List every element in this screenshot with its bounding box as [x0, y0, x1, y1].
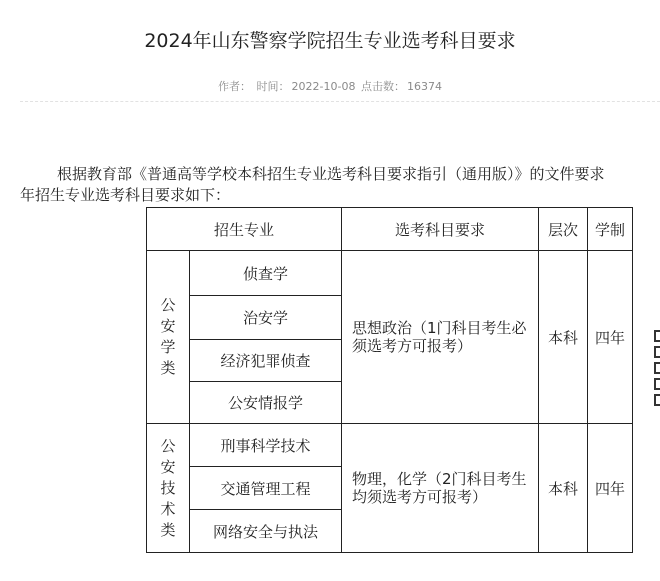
time-label: 时间： — [256, 80, 290, 93]
clicks-label: 点击数： — [360, 80, 405, 93]
duration-cell: 四年 — [588, 251, 633, 424]
table-header-row — [147, 208, 633, 251]
author-label: 作者： — [218, 80, 252, 93]
subject-requirement-cell: 思想政治（1门科目考生必须选考方可报考） — [342, 251, 539, 424]
table-row — [147, 251, 633, 296]
subject-requirement-cell: 物理，化学（2门科目考生均须选考方可报考） — [342, 424, 539, 553]
level-cell: 本科 — [539, 251, 588, 424]
level-cell: 本科 — [539, 424, 588, 553]
side-widget-edge[interactable] — [654, 330, 660, 410]
requirements-table — [146, 207, 633, 553]
duration-cell: 四年 — [588, 424, 633, 553]
header-major: 招生专业 — [147, 208, 342, 251]
category-cell-public-security-tech: 公 安 技 术 类 — [147, 424, 190, 553]
major-cell: 网络安全与执法 — [190, 510, 342, 553]
major-cell: 经济犯罪侦查 — [190, 340, 342, 382]
major-cell: 公安情报学 — [190, 382, 342, 424]
header-duration: 学制 — [588, 208, 633, 251]
header-level: 层次 — [539, 208, 588, 251]
article-meta — [0, 78, 660, 94]
intro-paragraph-line1: 根据教育部《普通高等学校本科招生专业选考科目要求指引（通用版）》的文件要求 — [57, 165, 605, 183]
intro-paragraph-line2: 年招生专业选考科目要求如下： — [20, 186, 231, 204]
meta-divider — [20, 101, 660, 102]
major-cell: 交通管理工程 — [190, 467, 342, 510]
table-row — [147, 424, 633, 467]
category-cell-public-security: 公 安 学 类 — [147, 251, 190, 424]
major-cell: 治安学 — [190, 296, 342, 340]
clicks-value: 16374 — [406, 80, 442, 93]
major-cell: 刑事科学技术 — [190, 424, 342, 467]
major-cell: 侦查学 — [190, 251, 342, 296]
header-subjects: 选考科目要求 — [342, 208, 539, 251]
time-value: 2022-10-08 — [291, 80, 356, 93]
page-title: 2024年山东警察学院招生专业选考科目要求 — [144, 30, 516, 52]
